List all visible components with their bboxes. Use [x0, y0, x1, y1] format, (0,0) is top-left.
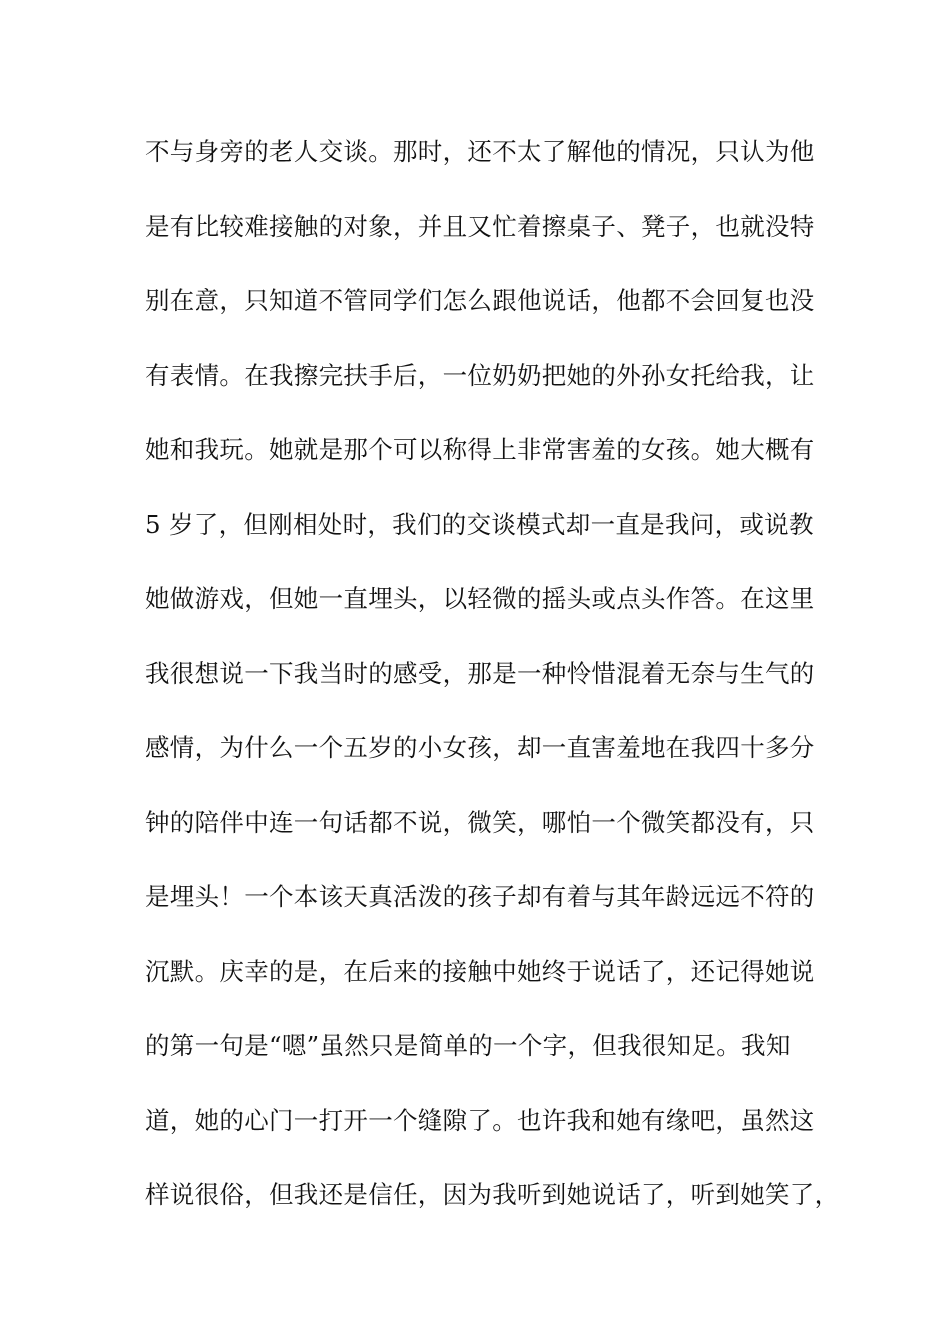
- text-line: 有表情。在我擦完扶手后，一位奶奶把她的外孙女托给我，让: [145, 360, 815, 390]
- text-line: 道，她的心门一打开一个缝隙了。也许我和她有缘吧，虽然这: [145, 1105, 815, 1135]
- text-line: 她做游戏，但她一直埋头，以轻微的摇头或点头作答。在这里: [145, 584, 815, 613]
- text-line: 我很想说一下我当时的感受，那是一种怜惜混着无奈与生气的: [145, 658, 815, 688]
- text-line: 不与身旁的老人交谈。那时，还不太了解他的情况，只认为他: [145, 137, 815, 166]
- text-line: 5 岁了，但刚相处时，我们的交谈模式却一直是我问，或说教: [145, 509, 814, 539]
- text-line: 钟的陪伴中连一句话都不说，微笑，哪怕一个微笑都没有，只: [145, 807, 815, 837]
- text-line: 别在意，只知道不管同学们怎么跟他说话，他都不会回复也没: [145, 286, 815, 315]
- text-line: 的第一句是“嗯”虽然只是简单的一个字，但我很知足。我知: [145, 1031, 791, 1060]
- text-line: 是埋头！一个本该天真活泼的孩子却有着与其年龄远远不符的: [145, 882, 815, 911]
- text-line: 是有比较难接触的对象，并且又忙着擦桌子、凳子，也就没特: [145, 211, 815, 241]
- text-line: 样说很俗，但我还是信任，因为我听到她说话了，听到她笑了，: [145, 1180, 840, 1209]
- text-line: 感情，为什么一个五岁的小女孩，却一直害羞地在我四十多分: [145, 733, 815, 762]
- text-line: 沉默。庆幸的是，在后来的接触中她终于说话了，还记得她说: [145, 956, 815, 986]
- body-text: [145, 132, 845, 1250]
- text-line: 她和我玩。她就是那个可以称得上非常害羞的女孩。她大概有: [145, 435, 815, 464]
